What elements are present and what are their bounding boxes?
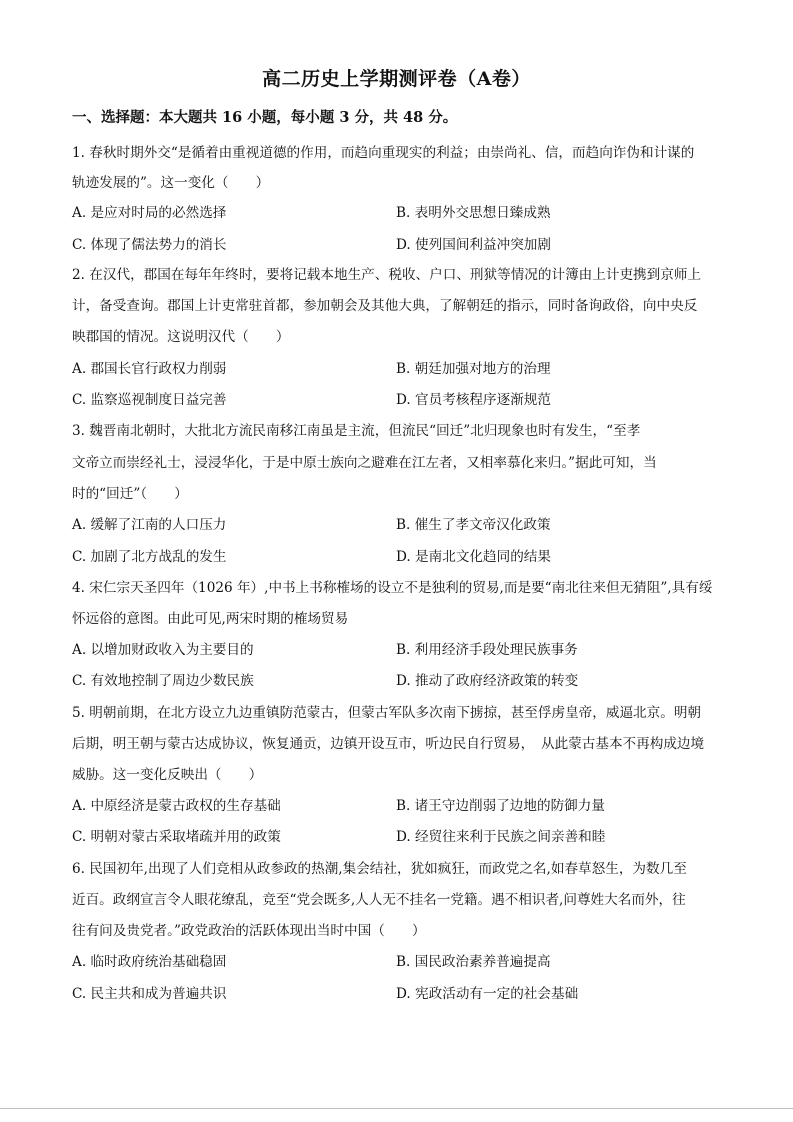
question-2-option-b: B. 朝廷加强对地方的治理 [396, 361, 551, 377]
question-6-option-b: B. 国民政治素养普遍提高 [396, 954, 551, 970]
question-5-stem-line-2: 后期，明王朝与蒙古达成协议，恢复通贡，边镇开设互市，听边民自行贸易， 从此蒙古基本不再构成边境 [72, 736, 705, 752]
question-5-option-c: C. 明朝对蒙古采取堵疏并用的政策 [72, 829, 281, 845]
question-1-option-a: A. 是应对时局的必然选择 [72, 205, 227, 221]
question-3-option-a: A. 缓解了江南的人口压力 [72, 517, 227, 533]
question-5-option-b: B. 诸王守边削弱了边地的防御力量 [396, 798, 605, 814]
question-4-stem-line-1: 4. 宋仁宗天圣四年（1026 年）,中书上书称榷场的设立不是独利的贸易,而是要“南北往来但无猜阻”,具有绥 [72, 580, 713, 596]
page-title: 高二历史上学期测评卷（A卷） [262, 68, 531, 90]
question-5-stem-line-1: 5. 明朝前期，在北方设立九边重镇防范蒙古，但蒙古军队多次南下掳掠，甚至俘虏皇帝，威逼北京。明朝 [72, 705, 702, 721]
question-4-option-b: B. 利用经济手段处理民族事务 [396, 642, 578, 658]
question-5-stem-line-3: 威胁。这一变化反映出（ ） [72, 767, 263, 783]
question-5-option-a: A. 中原经济是蒙古政权的生存基础 [72, 798, 281, 814]
question-1-stem-line-1: 1. 春秋时期外交“是循着由重视道德的作用，而趋向重现实的利益；由崇尚礼、信，而趋向诈伪和计谋的 [72, 145, 695, 161]
question-3-option-b: B. 催生了孝文帝汉化政策 [396, 517, 551, 533]
question-2-option-c: C. 监察巡视制度日益完善 [72, 392, 227, 408]
question-1-stem-line-2: 轨迹发展的”。这一变化（ ） [72, 175, 270, 191]
question-4-option-c: C. 有效地控制了周边少数民族 [72, 673, 254, 689]
question-2-stem-line-3: 映郡国的情况。这说明汉代（ ） [72, 329, 290, 345]
page-bottom-divider [0, 1108, 793, 1109]
question-3-stem-line-3: 时的“回迁”（ ） [72, 486, 188, 502]
question-6-stem-line-3: 往有问及贵党者。”政党政治的活跃体现出当时中国（ ） [72, 923, 426, 939]
question-2-option-d: D. 官员考核程序逐渐规范 [396, 392, 551, 408]
question-6-option-d: D. 宪政活动有一定的社会基础 [396, 986, 579, 1002]
question-6-stem-line-2: 近百。政纲宣言令人眼花缭乱，竞至“党会既多,人人无不挂名一党籍。遇不相识者,问尊姓大名而外，往 [72, 892, 686, 908]
section-heading: 一、选择题：本大题共 16 小题，每小题 3 分，共 48 分。 [72, 109, 458, 126]
question-4-option-d: D. 推动了政府经济政策的转变 [396, 673, 579, 689]
question-3-stem-line-1: 3. 魏晋南北朝时，大批北方流民南移江南虽是主流，但流民“回迁”北归现象也时有发生，“至孝 [72, 423, 641, 439]
question-3-stem-line-2: 文帝立而崇经礼士，浸浸华化，于是中原士族向之避难在江左者，又相率慕化来归。”据此可知，当 [72, 455, 657, 471]
question-6-option-a: A. 临时政府统治基础稳固 [72, 954, 227, 970]
question-3-option-d: D. 是南北文化趋同的结果 [396, 549, 551, 565]
question-2-option-a: A. 郡国长官行政权力削弱 [72, 361, 227, 377]
question-1-option-d: D. 使列国间利益冲突加剧 [396, 237, 551, 253]
question-4-stem-line-2: 怀远俗的意图。由此可见,两宋时期的榷场贸易 [72, 611, 349, 627]
question-6-stem-line-1: 6. 民国初年,出现了人们竞相从政参政的热潮,集会结社，犹如疯狂，而政党之名,如春草怒生，为数几至 [72, 861, 687, 877]
question-1-option-b: B. 表明外交思想日臻成熟 [396, 205, 551, 221]
question-1-option-c: C. 体现了儒法势力的消长 [72, 237, 227, 253]
question-5-option-d: D. 经贸往来利于民族之间亲善和睦 [396, 829, 606, 845]
question-4-option-a: A. 以增加财政收入为主要目的 [72, 642, 254, 658]
question-6-option-c: C. 民主共和成为普遍共识 [72, 986, 227, 1002]
question-2-stem-line-2: 计，备受查询。郡国上计吏常驻首都，参加朝会及其他大典，了解朝廷的指示，同时备询政俗，向中央反 [72, 298, 698, 314]
question-3-option-c: C. 加剧了北方战乱的发生 [72, 549, 227, 565]
question-2-stem-line-1: 2. 在汉代，郡国在每年年终时，要将记载本地生产、税收、户口、刑狱等情况的计簿由上计吏携到京师上 [72, 267, 702, 283]
